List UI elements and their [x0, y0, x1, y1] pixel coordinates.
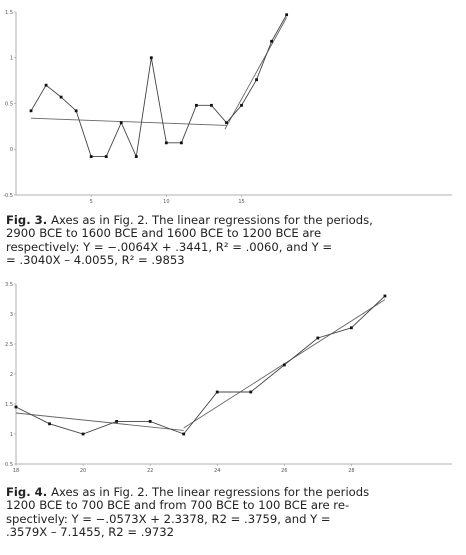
- fig4-x-tick-label: 28: [348, 468, 355, 474]
- figure-4-chart: [0, 276, 466, 476]
- fig3-regression-line-1: [31, 118, 226, 125]
- fig4-data-point: [384, 295, 387, 298]
- figure-4-caption: [6, 486, 458, 540]
- fig3-y-tick-label: 0.5: [5, 101, 13, 108]
- fig3-x-tick-label: 10: [163, 199, 170, 205]
- fig3-data-point: [75, 109, 78, 112]
- fig4-data-point: [15, 406, 18, 409]
- fig3-data-point: [135, 155, 138, 158]
- fig4-x-tick-label: 24: [214, 468, 221, 474]
- fig4-data-point: [316, 337, 319, 340]
- fig4-data-point: [350, 326, 353, 329]
- figure-4-caption-label: Fig. 4.: [6, 485, 48, 499]
- figure-4-caption-text: Axes as in Fig. 2. The linear regressions for the periods 1200 BCE to 700 BCE and from 700 BCE to 100 BCE are re- spectively: Y = −.0573X + 2.3378, R2 = .3759, and Y = .3579X – 7.1455, R2 = .9732: [6, 485, 370, 540]
- fig3-data-point: [180, 141, 183, 144]
- fig3-y-tick-label: 1.5: [5, 9, 13, 16]
- fig3-data-point: [120, 121, 123, 124]
- fig3-y-tick-label: 1: [9, 55, 13, 62]
- fig4-data-point: [149, 420, 152, 423]
- fig3-data-point: [150, 56, 153, 59]
- fig3-data-point: [225, 121, 228, 124]
- fig4-data-point: [283, 364, 286, 367]
- fig4-x-tick-label: 18: [12, 468, 20, 474]
- fig4-y-tick-label: 2: [9, 371, 13, 378]
- fig3-data-point: [90, 155, 93, 158]
- fig4-data-point: [48, 422, 51, 425]
- fig4-data-point: [216, 391, 219, 394]
- fig4-x-tick-label: 22: [146, 468, 154, 474]
- fig3-data-point: [285, 13, 288, 16]
- fig4-y-tick-label: 3: [9, 311, 13, 318]
- fig4-data-point: [82, 433, 85, 436]
- fig3-y-tick-label: -0.5: [3, 192, 13, 199]
- fig3-data-point: [30, 109, 33, 112]
- fig3-data-point: [165, 141, 168, 144]
- fig3-data-point: [240, 104, 243, 107]
- fig3-data-point: [60, 96, 63, 99]
- fig4-x-tick-label: 20: [79, 468, 87, 474]
- fig3-x-tick-label: 15: [238, 199, 245, 205]
- fig3-data-point: [105, 155, 108, 158]
- figure-3-caption-label: Fig. 3.: [6, 213, 48, 227]
- figure-3: [0, 0, 466, 208]
- fig4-y-tick-label: 1.5: [5, 401, 13, 408]
- fig3-y-tick-label: 0: [9, 147, 13, 154]
- fig4-y-tick-label: 3.5: [5, 281, 13, 288]
- fig3-data-point: [45, 84, 48, 87]
- fig4-y-tick-label: 0.5: [5, 461, 13, 468]
- fig4-y-tick-label: 1: [9, 431, 13, 438]
- figure-3-chart: [0, 0, 466, 208]
- figure-3-caption: [6, 214, 458, 268]
- fig4-y-tick-label: 2.5: [5, 341, 13, 348]
- fig4-x-tick-label: 26: [281, 468, 288, 474]
- fig3-data-point: [195, 104, 198, 107]
- fig4-series-line: [16, 296, 385, 434]
- fig3-series-line: [31, 15, 287, 157]
- fig3-x-tick-label: 5: [89, 199, 93, 205]
- fig3-regression-line-2: [225, 17, 287, 129]
- figure-3-caption-text: Axes as in Fig. 2. The linear regressions for the periods, 2900 BCE to 1600 BCE and 1600 BCE to 1200 BCE are respectively: Y = −.0064X + .3441, R² = .0060, and Y = = .3040X – 4.0055, R² = .9853: [6, 213, 373, 268]
- fig4-data-point: [182, 433, 185, 436]
- fig4-data-point: [115, 420, 118, 423]
- fig3-data-point: [210, 104, 213, 107]
- fig4-data-point: [249, 391, 252, 394]
- figure-4: [0, 276, 466, 476]
- fig3-data-point: [255, 78, 258, 81]
- fig3-data-point: [270, 40, 273, 43]
